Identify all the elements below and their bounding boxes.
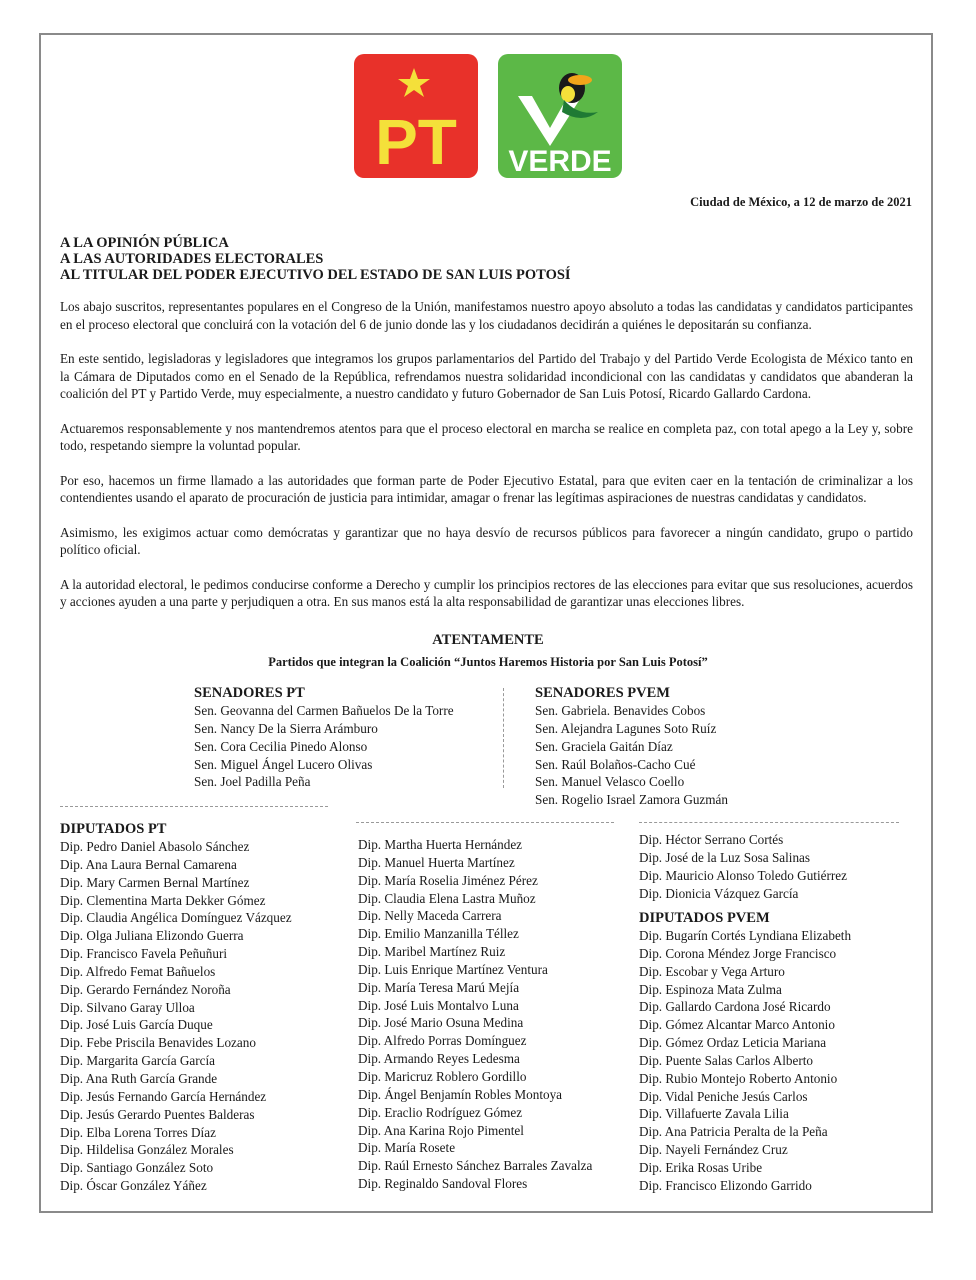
- addressee-block: [60, 235, 571, 283]
- pt-logo-text: PT: [375, 106, 457, 178]
- signatory-name: Dip. Villafuerte Zavala Lilia: [639, 1106, 789, 1122]
- signatory-list: [194, 702, 454, 791]
- horizontal-divider: [356, 822, 614, 823]
- signatory-name: Dip. Nayeli Fernández Cruz: [639, 1142, 788, 1158]
- signatory-name: Dip. Febe Priscila Benavides Lozano: [60, 1035, 256, 1051]
- paragraph: A la autoridad electoral, le pedimos conducirse conforme a Derecho y cumplir los principios rectores de las elecciones para evitar que sus resoluciones, acuerdos y acciones ayuden a una parte y perjudiquen a otra. En sus manos está la alta responsabilidad de garantizar unas elecciones libres.: [60, 576, 913, 609]
- signatory-name: Dip. Reginaldo Sandoval Flores: [358, 1176, 528, 1192]
- diputados-pvem-section: [639, 909, 851, 1195]
- addressee-line: A LA OPINIÓN PÚBLICA: [60, 235, 229, 251]
- signatory-name: Sen. Rogelio Israel Zamora Guzmán: [535, 792, 728, 808]
- signatory-name: Sen. Graciela Gaitán Díaz: [535, 738, 673, 754]
- section-heading: DIPUTADOS PT: [60, 821, 167, 837]
- signatory-name: Sen. Geovanna del Carmen Bañuelos De la Torre: [194, 703, 454, 718]
- signatory-name: Dip. Claudia Elena Lastra Muñoz: [358, 890, 536, 906]
- signature-subtitle: Partidos que integran la Coalición “Juntos Haremos Historia por San Luis Potosí”: [268, 655, 708, 669]
- signatory-name: Dip. Emilio Manzanilla Téllez: [358, 926, 519, 942]
- signatory-name: Dip. Bugarín Cortés Lyndiana Elizabeth: [639, 928, 852, 943]
- senadores-pt-section: [194, 684, 454, 791]
- signatory-name: Dip. Corona Méndez Jorge Francisco: [639, 945, 837, 961]
- signatory-name: Dip. Silvano Garay Ulloa: [60, 999, 195, 1015]
- signatory-name: Sen. Joel Padilla Peña: [194, 774, 311, 790]
- senadores-pvem-section: [535, 684, 728, 809]
- vertical-divider: [503, 688, 504, 788]
- signatory-name: Dip. María Teresa Marú Mejía: [358, 979, 520, 995]
- signatory-name: Dip. Puente Salas Carlos Alberto: [639, 1052, 813, 1068]
- signature-title: ATENTAMENTE: [432, 632, 544, 648]
- signatory-name: Dip. Eraclio Rodríguez Gómez: [358, 1104, 523, 1120]
- signatory-name: Dip. Margarita García García: [60, 1053, 215, 1069]
- signatory-name: Dip. José Luis Montalvo Luna: [358, 997, 519, 1013]
- signatory-name: Dip. Pedro Daniel Abasolo Sánchez: [60, 839, 250, 854]
- signatory-name: Dip. Hildelisa González Morales: [60, 1142, 234, 1158]
- signatory-name: Dip. Elba Lorena Torres Díaz: [60, 1124, 216, 1140]
- signatory-name: Sen. Alejandra Lagunes Soto Ruíz: [535, 720, 717, 736]
- signatory-name: Dip. Martha Huerta Hernández: [358, 837, 523, 852]
- paragraph: Actuaremos responsablemente y nos mantendremos atentos para que el proceso electoral en marcha se realice en completa paz, con total apego a la Ley y, sobre todo, respetando siempre la voluntad popular.: [60, 420, 913, 453]
- signatory-name: Dip. Gallardo Cardona José Ricardo: [639, 999, 831, 1015]
- signatory-name: Dip. Ana Ruth García Grande: [60, 1070, 218, 1086]
- signatory-name: Dip. Héctor Serrano Cortés: [639, 832, 784, 847]
- signatory-name: Dip. Escobar y Vega Arturo: [639, 963, 785, 979]
- signatory-name: Dip. Mary Carmen Bernal Martínez: [60, 874, 250, 890]
- signatory-name: Sen. Miguel Ángel Lucero Olivas: [194, 756, 373, 772]
- signatory-name: Dip. Alfredo Femat Bañuelos: [60, 963, 216, 979]
- signatory-name: Sen. Gabriela. Benavides Cobos: [535, 703, 706, 718]
- signatory-name: Dip. Ana Karina Rojo Pimentel: [358, 1122, 524, 1138]
- paragraph: En este sentido, legisladoras y legisladores que integramos los grupos parlamentarios del Partido del Trabajo y del Partido Verde Ecologista de México tanto en la Cámara de Diputados como en el Senado de la República, refrendamos nuestra solidaridad incondicional con las candidatas y candidatos que abanderan la coalición del PT y Partido Verde, muy especialmente, a nuestro candidato y futuro Gobernador de San Luis Potosí, Ricardo Gallardo Cardona.: [60, 351, 913, 401]
- signatory-name: Dip. Gómez Alcantar Marco Antonio: [639, 1017, 835, 1033]
- addressee-line: A LAS AUTORIDADES ELECTORALES: [60, 251, 324, 267]
- letter-body: [60, 298, 913, 628]
- signatory-name: Dip. Armando Reyes Ledesma: [358, 1051, 520, 1067]
- verde-logo-text: VERDE: [508, 145, 612, 178]
- signatory-name: Dip. Clementina Marta Dekker Gómez: [60, 892, 266, 908]
- signatory-name: Dip. Espinoza Mata Zulma: [639, 981, 782, 997]
- signatory-name: Dip. Olga Juliana Elizondo Guerra: [60, 928, 244, 944]
- signatory-name: Sen. Cora Cecilia Pinedo Alonso: [194, 738, 368, 754]
- signatory-name: Dip. José de la Luz Sosa Salinas: [639, 849, 811, 865]
- document-date: Ciudad de México, a 12 de marzo de 2021: [690, 195, 912, 209]
- signatory-list: [535, 702, 728, 809]
- addressee-line: AL TITULAR DEL PODER EJECUTIVO DEL ESTADO DE SAN LUIS POTOSÍ: [60, 267, 571, 283]
- signatory-name: Dip. Santiago González Soto: [60, 1160, 214, 1176]
- section-heading: SENADORES PVEM: [535, 685, 670, 701]
- paragraph: Asimismo, les exigimos actuar como demócratas y garantizar que no haya desvío de recursos públicos para favorecer a ningún candidato, grupo o partido político oficial.: [60, 524, 913, 557]
- diputados-pt-column-3: [639, 831, 847, 902]
- section-heading: SENADORES PT: [194, 685, 305, 701]
- verde-logo: [498, 54, 622, 178]
- signatory-name: Dip. José Mario Osuna Medina: [358, 1015, 524, 1031]
- horizontal-divider: [639, 822, 899, 823]
- signatory-list: [639, 927, 851, 1195]
- signatory-name: Dip. Óscar González Yáñez: [60, 1178, 207, 1194]
- paragraph: Los abajo suscritos, representantes populares en el Congreso de la Unión, manifestamos nuestro apoyo absoluto a todas las candidatas y candidatos participantes en el proceso electoral que concluirá con la votación del 6 de junio donde las y los ciudadanos decidirán a quiénes le depositarán su confianza.: [60, 299, 913, 332]
- signatory-name: Dip. Jesús Fernando García Hernández: [60, 1088, 267, 1104]
- pt-logo: [354, 54, 478, 178]
- signatory-name: Dip. Erika Rosas Uribe: [639, 1159, 763, 1175]
- signatory-name: Dip. Jesús Gerardo Puentes Balderas: [60, 1106, 255, 1122]
- signatory-name: Dip. Gómez Ordaz Leticia Mariana: [639, 1035, 827, 1051]
- signatory-list: [358, 836, 592, 1193]
- signatory-list: [639, 831, 847, 902]
- signatory-name: Dip. Francisco Favela Peñuñuri: [60, 946, 228, 962]
- signatory-name: Dip. Nelly Maceda Carrera: [358, 908, 502, 924]
- signatory-list: [60, 838, 292, 1195]
- signatory-name: Dip. Ana Patricia Peralta de la Peña: [639, 1124, 828, 1140]
- signatory-name: Dip. Vidal Peniche Jesús Carlos: [639, 1088, 808, 1104]
- signatory-name: Dip. Luis Enrique Martínez Ventura: [358, 961, 548, 977]
- signatory-name: Dip. María Rosete: [358, 1140, 456, 1156]
- signatory-name: Dip. Mauricio Alonso Toledo Gutiérrez: [639, 867, 847, 883]
- diputados-pt-column-2: [358, 836, 592, 1193]
- signatory-name: Dip. Alfredo Porras Domínguez: [358, 1033, 527, 1049]
- signatory-name: Dip. Francisco Elizondo Garrido: [639, 1177, 812, 1193]
- signatory-name: Dip. José Luis García Duque: [60, 1017, 213, 1033]
- diputados-pt-section: [60, 820, 292, 1195]
- signatory-name: Sen. Manuel Velasco Coello: [535, 774, 685, 790]
- signatory-name: Dip. Ana Laura Bernal Camarena: [60, 856, 237, 872]
- signatory-name: Dip. Gerardo Fernández Noroña: [60, 981, 231, 997]
- signatory-name: Dip. Claudia Angélica Domínguez Vázquez: [60, 910, 292, 926]
- signatory-name: Dip. Dionicia Vázquez García: [639, 885, 799, 901]
- signatory-name: Sen. Nancy De la Sierra Arámburo: [194, 720, 378, 736]
- signatory-name: Dip. Maricruz Roblero Gordillo: [358, 1068, 527, 1084]
- signatory-name: Sen. Raúl Bolaños-Cacho Cué: [535, 756, 696, 772]
- signatory-name: Dip. Maribel Martínez Ruiz: [358, 944, 506, 960]
- signatory-name: Dip. Rubio Montejo Roberto Antonio: [639, 1070, 838, 1086]
- signatory-name: Dip. Ángel Benjamín Robles Montoya: [358, 1086, 563, 1102]
- signatory-name: Dip. Raúl Ernesto Sánchez Barrales Zavalza: [358, 1158, 593, 1174]
- section-heading: DIPUTADOS PVEM: [639, 910, 770, 926]
- signatory-name: Dip. Manuel Huerta Martínez: [358, 854, 515, 870]
- signatory-name: Dip. María Roselia Jiménez Pérez: [358, 872, 538, 888]
- paragraph: Por eso, hacemos un firme llamado a las autoridades que forman parte de Poder Ejecutivo Estatal, para que eviten caer en la tentación de criminalizar a los contendientes usando el aparato de procuración de justicia para intimidar, amagar o frenar las legítimas aspiraciones de nuestras candidatas y candidatos.: [60, 472, 913, 505]
- horizontal-divider: [60, 806, 328, 807]
